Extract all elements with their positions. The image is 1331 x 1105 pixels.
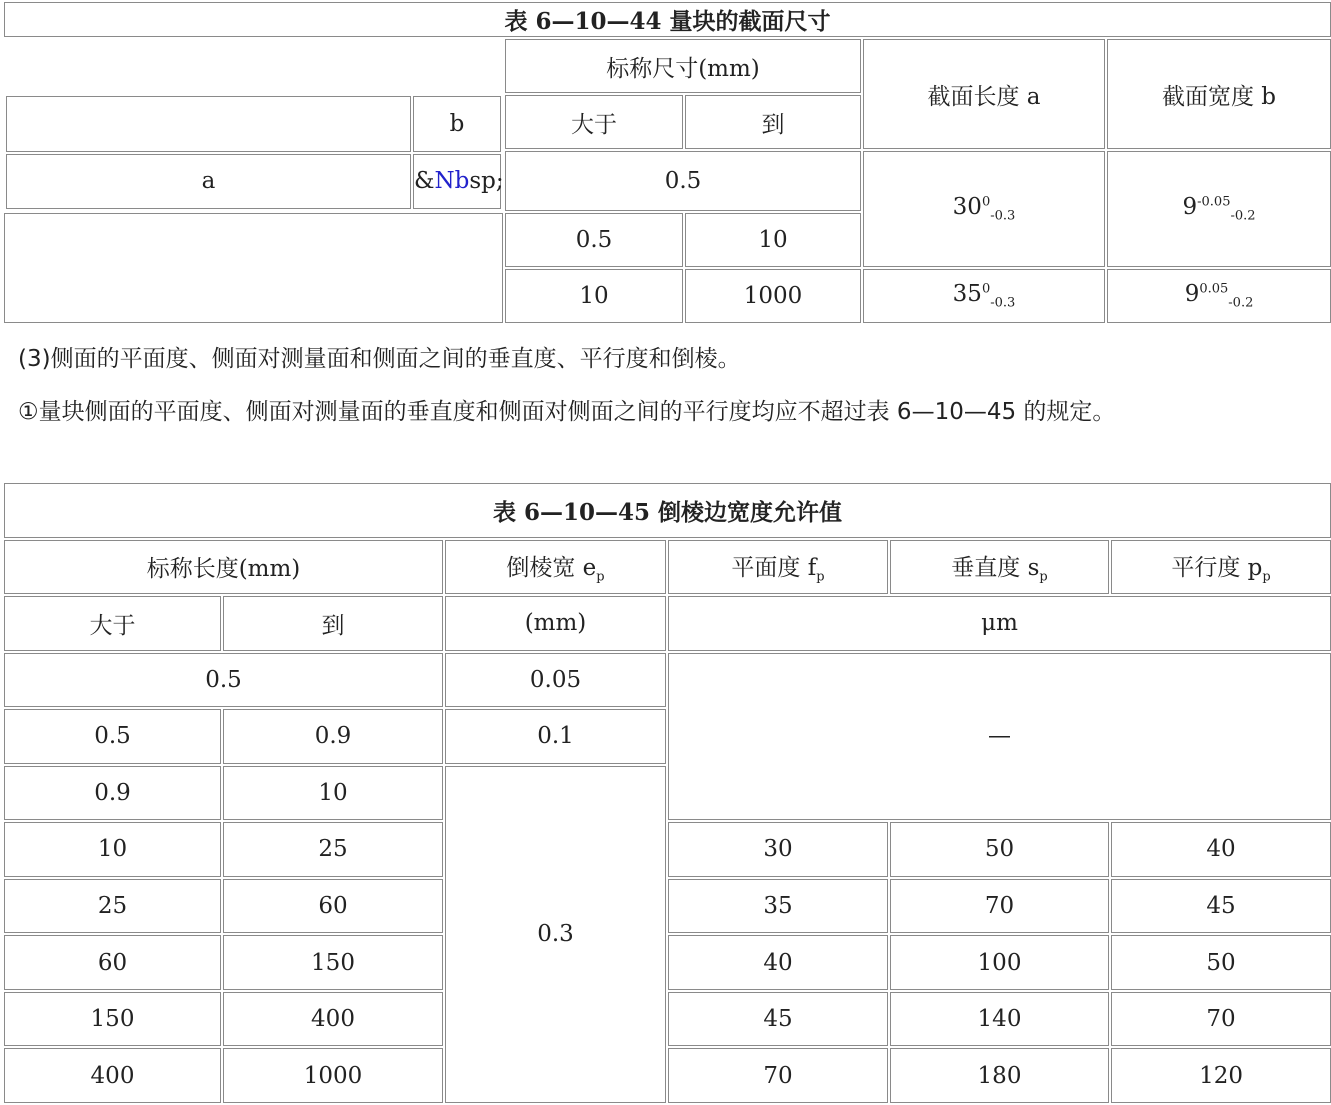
header-to: 到 bbox=[223, 596, 443, 651]
table-row-parallelism: 50 bbox=[1111, 935, 1331, 990]
table-row-from: 150 bbox=[4, 992, 221, 1047]
table-6-10-45 bbox=[2, 481, 1331, 1105]
header-nominal-length: 标称长度(mm) bbox=[4, 540, 443, 595]
table-row-perpendicularity: 140 bbox=[890, 992, 1109, 1047]
header-perpendicularity: 垂直度 $s_p$ bbox=[890, 540, 1109, 595]
empty-cell bbox=[6, 96, 411, 151]
header-to: 到 bbox=[685, 95, 861, 149]
table-row-from: 60 bbox=[4, 935, 221, 990]
header-section-length: 截面长度 a bbox=[863, 39, 1105, 149]
header-nominal-size: 标称尺寸(mm) bbox=[505, 39, 861, 93]
table-row-flatness: 45 bbox=[668, 992, 888, 1047]
row2-to: 0.9 bbox=[223, 709, 443, 764]
header-from: 大于 bbox=[505, 95, 683, 149]
table-row-to: 25 bbox=[223, 822, 443, 877]
label-a: a bbox=[6, 154, 411, 209]
length-value-1: $30^0_{-0.3}$ bbox=[863, 151, 1105, 267]
paragraph-circled-1: ①量块侧面的平面度、侧面对测量面的垂直度和侧面对侧面之间的平行度均应不超过表 6—10—45 的规定。 bbox=[18, 399, 1116, 425]
length-value-2: $35^0_{-0.3}$ bbox=[863, 269, 1105, 323]
row3-from: 10 bbox=[505, 269, 683, 323]
table-row-to: 150 bbox=[223, 935, 443, 990]
table-row-flatness: 40 bbox=[668, 935, 888, 990]
row2-chamfer: 0.1 bbox=[445, 709, 666, 764]
row3-to: 1000 bbox=[685, 269, 861, 323]
header-unit-um: μm bbox=[668, 596, 1331, 651]
header-section-width: 截面宽度 b bbox=[1107, 39, 1331, 149]
table-row-flatness: 70 bbox=[668, 1048, 888, 1103]
row1-chamfer: 0.05 bbox=[445, 653, 666, 708]
label-b: b bbox=[413, 96, 501, 151]
table-row-parallelism: 45 bbox=[1111, 879, 1331, 934]
table-row-parallelism: 40 bbox=[1111, 822, 1331, 877]
table-row-perpendicularity: 70 bbox=[890, 879, 1109, 934]
table-caption: 表 6—10—44 量块的截面尺寸 bbox=[4, 2, 1331, 37]
row1-span: 0.5 bbox=[4, 653, 443, 708]
row2-to: 10 bbox=[685, 213, 861, 267]
nbsp-artifact: &Nbsp; bbox=[413, 154, 501, 209]
empty-cell bbox=[6, 41, 501, 94]
table-row-to: 60 bbox=[223, 879, 443, 934]
header-unit-mm: (mm) bbox=[445, 596, 666, 651]
table-row-parallelism: 70 bbox=[1111, 992, 1331, 1047]
row3-to: 10 bbox=[223, 766, 443, 821]
paragraph-3: (3)侧面的平面度、侧面对测量面和侧面之间的垂直度、平行度和倒棱。 bbox=[18, 346, 741, 372]
table-row-from: 25 bbox=[4, 879, 221, 934]
width-value-1: $9^{-0.05}_{-0.2}$ bbox=[1107, 151, 1331, 267]
table-6-10-44 bbox=[2, 0, 1331, 325]
table-caption: 表 6—10—45 倒棱边宽度允许值 bbox=[4, 483, 1331, 538]
chamfer-merged: 0.3 bbox=[445, 766, 666, 1103]
table-row-to: 1000 bbox=[223, 1048, 443, 1103]
table-row-flatness: 30 bbox=[668, 822, 888, 877]
empty-cell bbox=[4, 213, 503, 323]
table-row-perpendicularity: 100 bbox=[890, 935, 1109, 990]
table-row-perpendicularity: 180 bbox=[890, 1048, 1109, 1103]
left-block bbox=[4, 39, 503, 211]
inner-table bbox=[4, 39, 503, 211]
header-parallelism: 平行度 $p_p$ bbox=[1111, 540, 1331, 595]
table-row-perpendicularity: 50 bbox=[890, 822, 1109, 877]
table-row-from: 400 bbox=[4, 1048, 221, 1103]
table-row-flatness: 35 bbox=[668, 879, 888, 934]
header-flatness: 平面度 $f_p$ bbox=[668, 540, 888, 595]
dash-cell: — bbox=[668, 653, 1331, 821]
row2-from: 0.5 bbox=[4, 709, 221, 764]
table-row-parallelism: 120 bbox=[1111, 1048, 1331, 1103]
header-chamfer-width: 倒棱宽 $e_p$ bbox=[445, 540, 666, 595]
header-from: 大于 bbox=[4, 596, 221, 651]
table-row-to: 400 bbox=[223, 992, 443, 1047]
width-value-2: $9^{0.05}_{-0.2}$ bbox=[1107, 269, 1331, 323]
row2-from: 0.5 bbox=[505, 213, 683, 267]
row3-from: 0.9 bbox=[4, 766, 221, 821]
table-row-from: 10 bbox=[4, 822, 221, 877]
row1-span: 0.5 bbox=[505, 151, 861, 211]
